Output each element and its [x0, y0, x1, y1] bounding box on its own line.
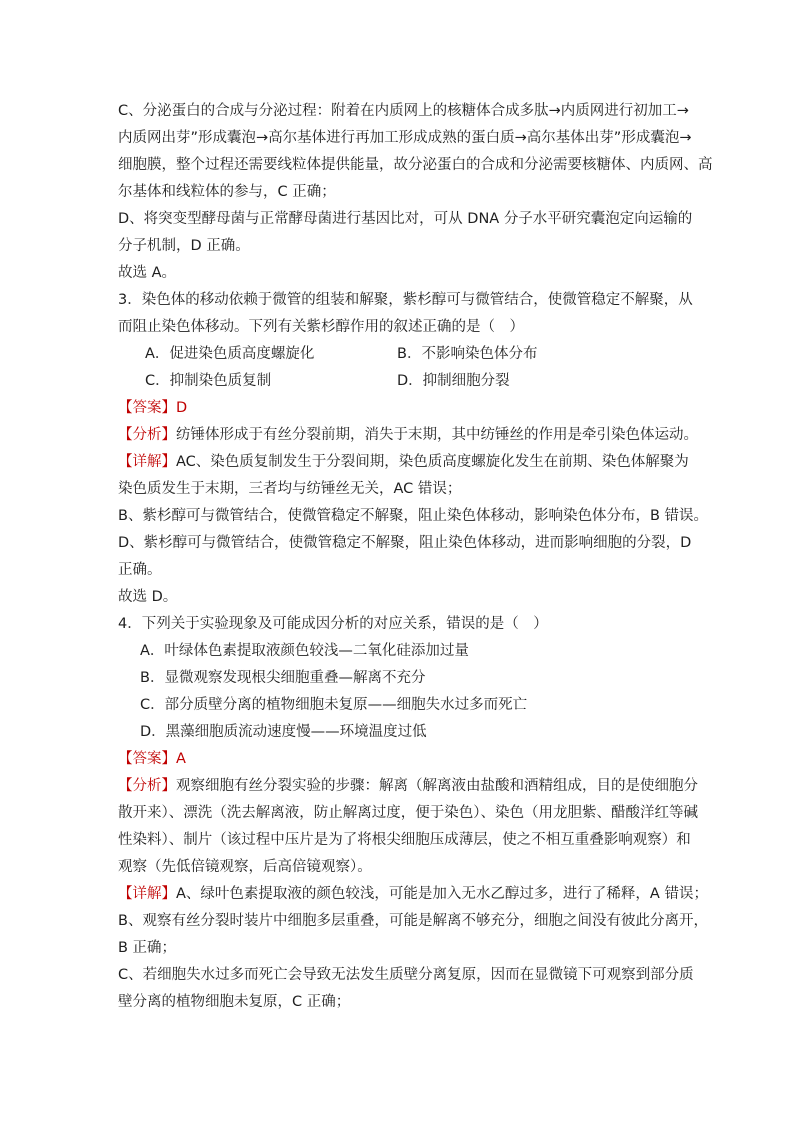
q4-option-d: D．黑藻细胞质流动速度慢——环境温度过低 [140, 724, 427, 740]
text-line: B、紫杉醇可与微管结合，使微管稳定不解聚，阻止染色体移动，影响染色体分布，B 错误。 [118, 508, 709, 524]
text-line: 内质网出芽”形成囊泡→高尔基体进行再加工形成成熟的蛋白质→高尔基体出芽”形成囊泡→ [118, 130, 692, 146]
q3-option-a: A．促进染色质高度螺旋化 [145, 346, 315, 362]
text-line: D、将突变型酵母菌与正常酵母菌进行基因比对，可从 DNA 分子水平研究囊泡定向运输的 [118, 211, 693, 227]
text-line: 分子机制，D 正确。 [118, 238, 250, 254]
q4-answer [118, 749, 186, 769]
text-line: 壁分离的植物细胞未复原，C 正确； [118, 994, 351, 1010]
text-line: C、分泌蛋白的合成与分泌过程：附着在内质网上的核糖体合成多肽→内质网进行初加工→ [118, 103, 689, 119]
text-line: D、紫杉醇可与微管结合，使微管稳定不解聚，阻止染色体移动，进而影响细胞的分裂，D [118, 535, 692, 551]
text-line: 观察（先低倍镜观察，后高倍镜观察）。 [118, 859, 372, 875]
question-3-stem: 而阻止染色体移动。下列有关紫杉醇作用的叙述正确的是（ ） [118, 319, 524, 335]
analysis-text: 纺锤体形成于有丝分裂前期，消失于末期，其中纺锤丝的作用是牵引染色体运动。 [176, 427, 698, 443]
q3-detail [118, 452, 689, 472]
q4-detail [118, 884, 708, 904]
q3-option-c: C．抑制染色质复制 [145, 373, 272, 389]
text-line: 正确。 [118, 562, 162, 578]
text-line: B、观察有丝分裂时装片中细胞多层重叠，可能是解离不够充分，细胞之间没有彼此分离开， [118, 913, 708, 929]
question-4-stem: 4．下列关于实验现象及可能成因分析的对应关系，错误的是（ ） [118, 616, 548, 632]
question-3-stem: 3．染色体的移动依赖于微管的组装和解聚，紫杉醇可与微管结合，使微管稳定不解聚，从 [118, 292, 693, 308]
detail-tag: 【详解】 [118, 454, 176, 470]
answer-tag: 【答案】 [118, 400, 176, 416]
q4-option-c: C．部分质壁分离的植物细胞未复原——细胞失水过多而死亡 [140, 697, 528, 713]
q3-answer [118, 398, 187, 418]
text-line: B 正确； [118, 940, 177, 956]
text-line: 故选 D。 [118, 589, 178, 605]
q3-analysis [118, 425, 698, 445]
q4-analysis [118, 776, 698, 796]
text-line: 散开来）、漂洗（洗去解离液，防止解离过度，便于染色）、染色（用龙胆紫、醋酸洋红等碱 [118, 805, 698, 821]
text-line: 故选 A。 [118, 265, 177, 281]
text-line: C、若细胞失水过多而死亡会导致无法发生质壁分离复原，因而在显微镜下可观察到部分质 [118, 967, 694, 983]
analysis-tag: 【分析】 [118, 778, 176, 794]
analysis-tag: 【分析】 [118, 427, 176, 443]
q3-option-b: B．不影响染色体分布 [397, 346, 538, 362]
text-line: 细胞膜，整个过程还需要线粒体提供能量，故分泌蛋白的合成和分泌需要核糖体、内质网、高 [118, 157, 713, 173]
q4-option-b: B．显微观察发现根尖细胞重叠—解离不充分 [140, 670, 426, 686]
q3-option-d: D．抑制细胞分裂 [397, 373, 510, 389]
answer-value: A [176, 751, 186, 767]
text-line: 染色质发生于末期，三者均与纺锤丝无关，AC 错误； [118, 481, 462, 497]
text-line: 尔基体和线粒体的参与，C 正确； [118, 184, 336, 200]
q4-option-a: A．叶绿体色素提取液颜色较浅—二氧化硅添加过量 [140, 643, 469, 659]
detail-tag: 【详解】 [118, 886, 176, 902]
text-line: 性染料）、制片（该过程中压片是为了将根尖细胞压成薄层，使之不相互重叠影响观察）和 [118, 832, 691, 848]
detail-text: A、绿叶色素提取液的颜色较浅，可能是加入无水乙醇过多，进行了稀释，A 错误； [176, 886, 708, 902]
answer-tag: 【答案】 [118, 751, 176, 767]
detail-text: AC、染色质复制发生于分裂间期，染色质高度螺旋化发生在前期、染色体解聚为 [176, 454, 689, 470]
analysis-text: 观察细胞有丝分裂实验的步骤：解离（解离液由盐酸和酒精组成，目的是使细胞分 [176, 778, 698, 794]
answer-value: D [176, 400, 188, 416]
